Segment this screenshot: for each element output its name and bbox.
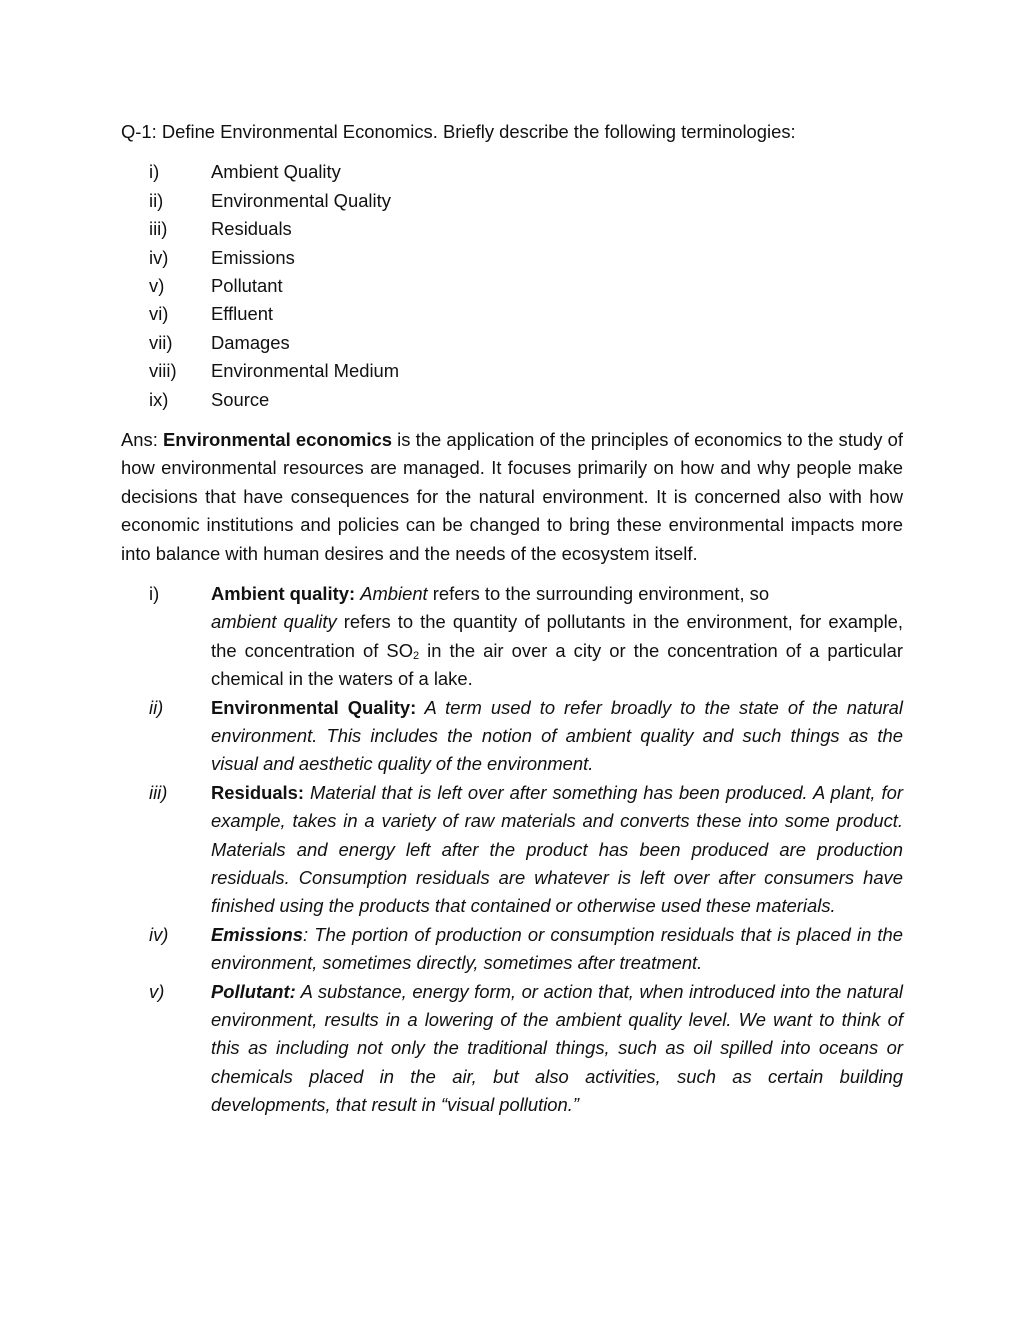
list-item xyxy=(121,300,903,328)
list-label: Environmental Quality xyxy=(211,189,391,211)
definition-number: iii) xyxy=(149,781,168,803)
definition-item xyxy=(121,921,903,978)
list-label: Damages xyxy=(211,331,290,353)
definition-term: Environmental Quality: xyxy=(211,696,417,718)
definition-number: i) xyxy=(149,582,160,604)
list-item xyxy=(121,329,903,357)
definition-item xyxy=(121,694,903,779)
definition-term: Emissions xyxy=(211,923,303,945)
question-heading: Q-1: Define Environmental Economics. Briefly describe the following terminologies: xyxy=(121,121,796,142)
definition-text: A substance, energy form, or action that, when introduced into the natural environment, results in a lowering of the ambient quality level. We want to think of this as including not only the traditional things, such as oil spilled into oceans or chemicals placed in the air, but also activities, such as certain building developments, that result in “visual pollution.” xyxy=(211,980,903,1116)
list-number: ii) xyxy=(149,189,164,211)
definition-italic: ambient quality xyxy=(211,611,337,633)
definition-text: in the air over a city or the concentration of a particular chemical in the waters of a lake. xyxy=(211,639,903,690)
definition-body xyxy=(211,580,903,694)
answer-prefix: Ans: xyxy=(121,428,163,450)
list-label: Environmental Medium xyxy=(211,360,400,382)
definition-item xyxy=(121,779,903,921)
list-number: iii) xyxy=(149,218,168,240)
list-number: viii) xyxy=(149,360,177,382)
definition-term: Ambient quality: xyxy=(211,582,356,604)
list-item xyxy=(121,244,903,272)
list-label: Emissions xyxy=(211,246,295,268)
definition-item xyxy=(121,580,903,694)
list-number: iv) xyxy=(149,246,169,268)
definition-text: refers to the surrounding environment, so xyxy=(427,582,770,604)
list-item xyxy=(121,272,903,300)
definition-number: iv) xyxy=(149,923,169,945)
definition-body xyxy=(211,779,903,921)
list-label: Source xyxy=(211,388,270,410)
definition-body xyxy=(211,921,903,978)
list-number: ix) xyxy=(149,388,169,410)
list-number: vii) xyxy=(149,331,173,353)
list-item xyxy=(121,158,903,186)
definition-item xyxy=(121,978,903,1120)
document-page xyxy=(121,118,903,1120)
answer-term: Environmental economics xyxy=(162,428,392,450)
definition-text: Material that is left over after something has been produced. A plant, for example, takes in a variety of raw materials and converts these into some product. Materials and energy left after the product has been produced are production residuals. Consumption residuals are whatever is left over after consumers have finished using the products that contained or otherwise used these materials. xyxy=(211,781,903,917)
definitions-list xyxy=(121,580,903,1120)
list-label: Pollutant xyxy=(211,274,283,296)
list-label: Effluent xyxy=(211,303,274,325)
answer-text: is the application of the principles of economics to the study of how environmental resources are managed. It focuses primarily on how and why people make decisions that have consequences for the natural environment. It is concerned also with how economic institutions and policies can be changed to bring these environmental impacts more into balance with human desires and the needs of the ecosystem itself. xyxy=(121,428,903,564)
definition-term: Pollutant: xyxy=(211,980,296,1002)
list-label: Residuals xyxy=(211,218,292,240)
list-number: v) xyxy=(149,274,165,296)
definition-number: ii) xyxy=(149,696,164,718)
definition-text: A term used to refer broadly to the state of the natural environment. This includes the notion of ambient quality and such things as the visual and aesthetic quality of the environment. xyxy=(211,696,903,775)
answer-paragraph xyxy=(121,426,903,568)
list-label: Ambient Quality xyxy=(211,161,341,183)
list-item xyxy=(121,386,903,414)
definition-text: refers to the quantity of pollutants in the environment, for example, the concentration of SO xyxy=(211,611,903,661)
list-item xyxy=(121,187,903,215)
list-number: i) xyxy=(149,161,160,183)
terminology-list xyxy=(121,158,903,414)
definition-text: : The portion of production or consumption residuals that is placed in the environment, sometimes directly, sometimes after treatment. xyxy=(211,923,903,974)
list-item xyxy=(121,215,903,243)
definition-body xyxy=(211,694,903,779)
definition-term: Residuals: xyxy=(211,781,305,803)
list-number: vi) xyxy=(149,303,169,325)
list-item xyxy=(121,357,903,385)
definition-body xyxy=(211,978,903,1120)
definition-number: v) xyxy=(149,980,165,1002)
definition-italic: Ambient xyxy=(360,582,428,604)
subscript: 2 xyxy=(413,649,420,662)
